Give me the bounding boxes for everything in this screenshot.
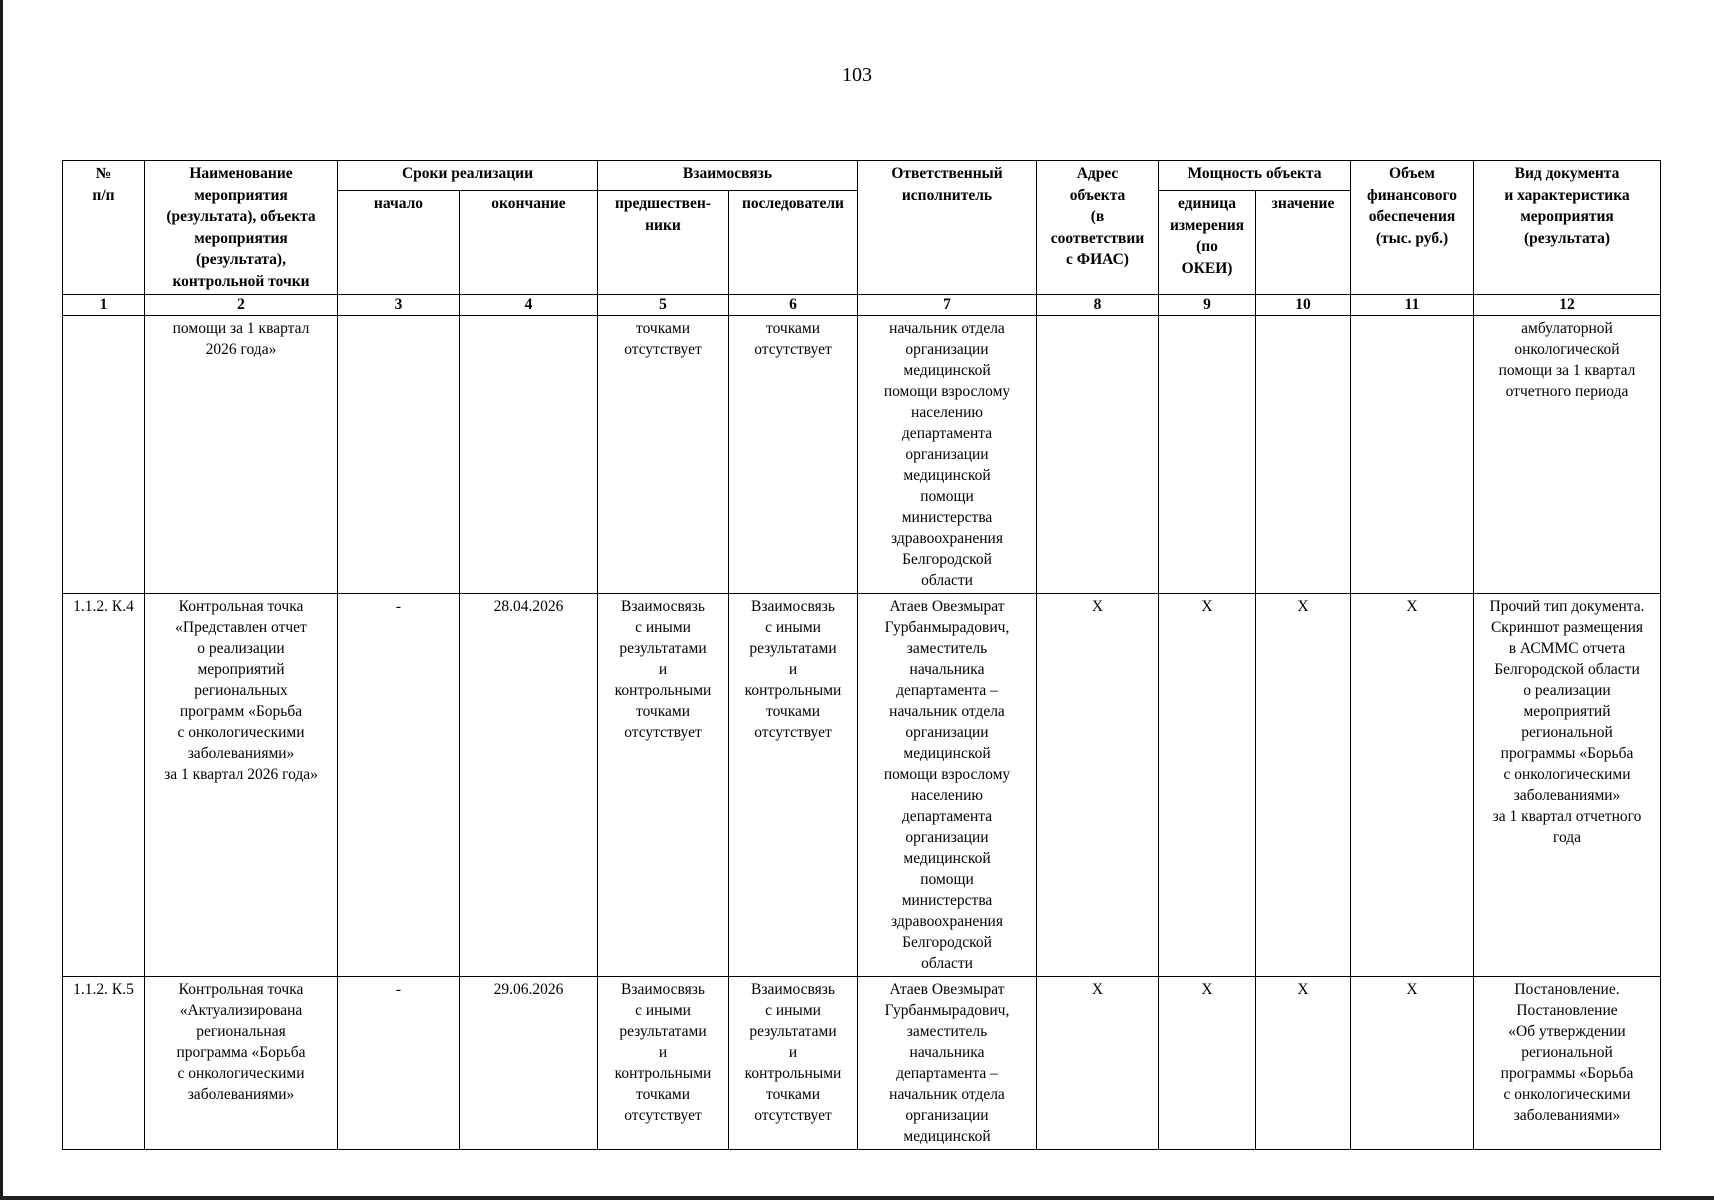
header-capacity: Мощность объекта xyxy=(1159,161,1351,191)
header-terms: Сроки реализации xyxy=(338,161,598,191)
cell-name: Контрольная точка «Актуализирована региональная программа «Борьба с онкологическими заболеваниями» xyxy=(145,977,338,1150)
scan-left-edge xyxy=(0,0,3,1200)
header-start: начало xyxy=(338,191,460,295)
cell-start: - xyxy=(338,977,460,1150)
page-number: 103 xyxy=(842,64,872,86)
cell-successors: точками отсутствует xyxy=(729,316,858,594)
cell-finance xyxy=(1351,316,1474,594)
cell-finance: X xyxy=(1351,977,1474,1150)
cell-capacity-value xyxy=(1256,316,1351,594)
column-number: 1 xyxy=(63,295,145,316)
activities-table xyxy=(62,160,1661,1150)
cell-address: X xyxy=(1037,594,1159,977)
table-row xyxy=(63,316,1661,594)
header-address: Адрес объекта (в соответствии с ФИАС) xyxy=(1037,161,1159,295)
header-name: Наименование мероприятия (результата), объекта мероприятия (результата), контрольной точки xyxy=(145,161,338,295)
column-number: 5 xyxy=(598,295,729,316)
cell-capacity-value: X xyxy=(1256,977,1351,1150)
header-predecessors: предшествен- ники xyxy=(598,191,729,295)
header-num: № п/п xyxy=(63,161,145,295)
cell-name: помощи за 1 квартал 2026 года» xyxy=(145,316,338,594)
cell-predecessors: точками отсутствует xyxy=(598,316,729,594)
cell-responsible: Атаев Овезмырат Гурбанмырадович, заместитель начальника департамента – начальник отдела организации медицинской xyxy=(858,977,1037,1150)
column-number-row xyxy=(63,295,1661,316)
column-number: 11 xyxy=(1351,295,1474,316)
cell-responsible: Атаев Овезмырат Гурбанмырадович, заместитель начальника департамента – начальник отдела организации медицинской помощи взрослому населению департамента организации медицинской помощи министерства здравоохранения Белгородской области xyxy=(858,594,1037,977)
cell-end xyxy=(460,316,598,594)
cell-address: X xyxy=(1037,977,1159,1150)
scan-bottom-edge xyxy=(0,1196,1714,1200)
column-number: 12 xyxy=(1474,295,1661,316)
cell-address xyxy=(1037,316,1159,594)
column-number: 10 xyxy=(1256,295,1351,316)
table-row xyxy=(63,594,1661,977)
cell-start xyxy=(338,316,460,594)
cell-capacity-unit: X xyxy=(1159,594,1256,977)
cell-capacity-unit xyxy=(1159,316,1256,594)
cell-end: 29.06.2026 xyxy=(460,977,598,1150)
header-document: Вид документа и характеристика мероприятия (результата) xyxy=(1474,161,1661,295)
cell-responsible: начальник отдела организации медицинской помощи взрослому населению департамента организации медицинской помощи министерства здравоохранения Белгородской области xyxy=(858,316,1037,594)
cell-end: 28.04.2026 xyxy=(460,594,598,977)
cell-predecessors: Взаимосвязь с иными результатами и контрольными точками отсутствует xyxy=(598,977,729,1150)
cell-successors: Взаимосвязь с иными результатами и контрольными точками отсутствует xyxy=(729,977,858,1150)
cell-successors: Взаимосвязь с иными результатами и контрольными точками отсутствует xyxy=(729,594,858,977)
header-responsible: Ответственный исполнитель xyxy=(858,161,1037,295)
table-row xyxy=(63,977,1661,1150)
header-capacity-unit: единица измерения (по ОКЕИ) xyxy=(1159,191,1256,295)
header-end: окончание xyxy=(460,191,598,295)
column-number: 6 xyxy=(729,295,858,316)
header-finance: Объем финансового обеспечения (тыс. руб.) xyxy=(1351,161,1474,295)
header-link: Взаимосвязь xyxy=(598,161,858,191)
cell-capacity-value: X xyxy=(1256,594,1351,977)
header-successors: последователи xyxy=(729,191,858,295)
column-number: 4 xyxy=(460,295,598,316)
cell-num: 1.1.2. К.5 xyxy=(63,977,145,1150)
header-capacity-value: значение xyxy=(1256,191,1351,295)
header-row xyxy=(63,161,1661,191)
cell-name: Контрольная точка «Представлен отчет о реализации мероприятий региональных программ «Борьба с онкологическими заболеваниями» за 1 квартал 2026 года» xyxy=(145,594,338,977)
cell-document: Прочий тип документа. Скриншот размещения в АСММС отчета Белгородской области о реализации мероприятий региональной программы «Борьба с онкологическими заболеваниями» за 1 квартал отчетного года xyxy=(1474,594,1661,977)
column-number: 3 xyxy=(338,295,460,316)
cell-capacity-unit: X xyxy=(1159,977,1256,1150)
cell-num xyxy=(63,316,145,594)
cell-document: Постановление. Постановление «Об утверждении региональной программы «Борьба с онкологическими заболеваниями» xyxy=(1474,977,1661,1150)
cell-start: - xyxy=(338,594,460,977)
column-number: 7 xyxy=(858,295,1037,316)
column-number: 9 xyxy=(1159,295,1256,316)
cell-document: амбулаторной онкологической помощи за 1 квартал отчетного периода xyxy=(1474,316,1661,594)
cell-num: 1.1.2. К.4 xyxy=(63,594,145,977)
column-number: 2 xyxy=(145,295,338,316)
column-number: 8 xyxy=(1037,295,1159,316)
cell-predecessors: Взаимосвязь с иными результатами и контрольными точками отсутствует xyxy=(598,594,729,977)
cell-finance: X xyxy=(1351,594,1474,977)
